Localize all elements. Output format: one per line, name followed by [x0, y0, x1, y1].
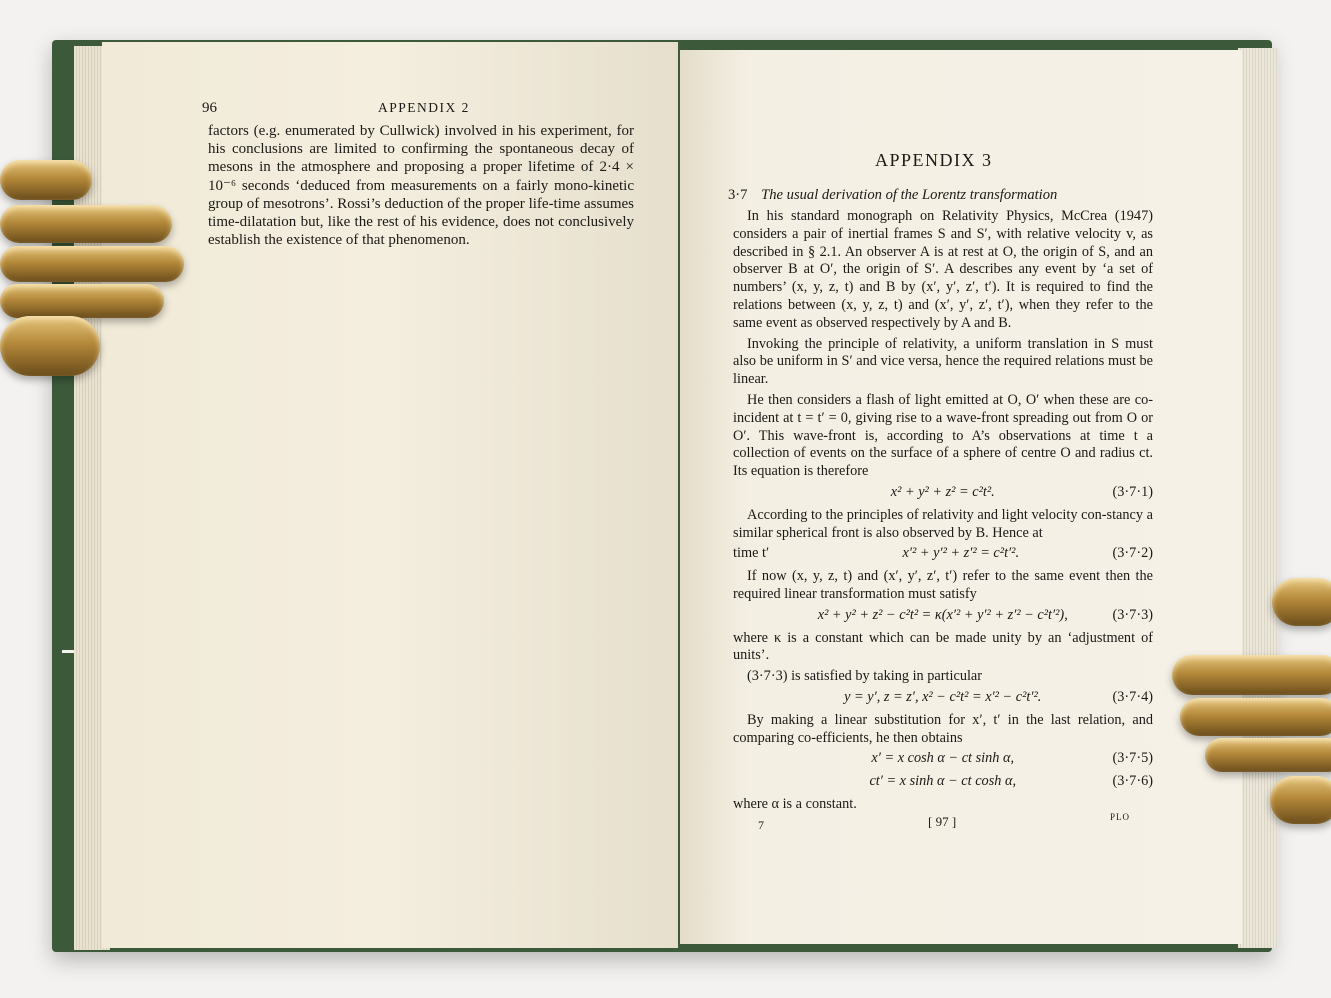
paragraph-7: (3·7·3) is satisfied by taking in particular: [747, 668, 983, 685]
paragraph-3: He then considers a flash of light emitted at O, O′ when these are co-incident at t = t′ = 0, giving rise to a wave-front spreading out from O or O′. This wave-front is, according to A’s observations at time t a collection of events on the surface of a sphere of centre O and radius ct. Its equation is therefore: [733, 391, 1153, 480]
footer-code: PLO: [1110, 812, 1131, 822]
equation-2-number: (3·7·2): [1112, 545, 1153, 562]
paragraph-8: By making a linear substitution for x′, t′ in the last relation, and comparing co-efficients, he then obtains: [733, 711, 1153, 746]
equation-1-number: (3·7·1): [1112, 483, 1153, 500]
equation-4-number: (3·7·4): [1112, 688, 1153, 705]
equation-1-expr: x² + y² + z² = c²t².: [890, 483, 995, 500]
equation-3-expr: x² + y² + z² − c²t² = κ(x′² + y′² + z′² − c²t′²),: [817, 606, 1068, 623]
appendix-title: APPENDIX 3: [875, 150, 993, 170]
paragraph-5: If now (x, y, z, t) and (x′, y′, z′, t′) refer to the same event then the required linear transformation must satisfy: [733, 568, 1153, 602]
paragraph-6: where κ is a constant which can be made unity by an ‘adjustment of units’.: [733, 629, 1153, 664]
paragraph-2: Invoking the principle of relativity, a uniform translation in S must also be uniform in S′ and vice versa, hence the required relations must be linear.: [733, 335, 1153, 388]
equation-6-expr: ct′ = x sinh α − ct cosh α,: [869, 773, 1017, 790]
footer-page-number: [ 97 ]: [928, 814, 957, 829]
equation-2: [733, 545, 1153, 563]
right-body: [733, 208, 1153, 817]
equation-2-lead: time t′: [733, 545, 770, 562]
page-edges-right: [1238, 48, 1278, 948]
left-running-head: APPENDIX 2: [378, 100, 470, 115]
left-paragraph: factors (e.g. enumerated by Cullwick) involved in his experiment, for his conclusions are limited to confirming the spontaneous decay of mesons in the atmosphere and proposing a proper lifetime of 2·4 × 10⁻⁶ seconds ‘deduced from measurements on a fairly mono-kinetic group of mesotrons’. Rossi’s deduction of the proper life-time assumes time-dilatation but, like the rest of his evidence, does not conclusively establish the existence of that phenomenon.: [208, 123, 634, 249]
left-page: [102, 42, 678, 948]
equation-2-expr: x′² + y′² + z′² = c²t′².: [902, 545, 1020, 562]
paragraph-1: In his standard monograph on Relativity Physics, McCrea (1947) considers a pair of inertial frames S and S′, with relative velocity v, as described in § 2.1. An observer A is at rest at O, the origin of S, and an observer B at O′, the origin of S′. A describes any event by ‘a set of numbers’ (x, y, z, t) and B by (x′, y′, z′, t′). It is required to find the relations between (x, y, z, t) and (x′, y′, z′, t′), when they refer to the same event as observed respectively by A and B.: [733, 208, 1153, 331]
paragraph-4: According to the principles of relativity and light velocity con-stancy a similar spherical front is also observed by B. Hence at: [733, 506, 1153, 541]
equation-5: [733, 750, 1153, 768]
equation-4: [733, 689, 1153, 707]
equation-6: [733, 773, 1153, 791]
left-page-number: 96: [202, 100, 217, 116]
right-page: [680, 50, 1242, 944]
equation-5-expr: x′ = x cosh α − ct sinh α,: [871, 750, 1015, 767]
equation-3: [733, 607, 1153, 625]
section-number: 3·7: [728, 187, 748, 203]
paragraph-9: where α is a constant.: [733, 795, 857, 812]
footer-signature: 7: [758, 818, 764, 832]
equation-4-expr: y = y′, z = z′, x² − c²t² = x′² − c²t′².: [844, 688, 1042, 705]
spine-mark: [62, 650, 74, 653]
equation-5-number: (3·7·5): [1112, 750, 1153, 767]
section-heading: [728, 187, 1057, 204]
equation-6-number: (3·7·6): [1112, 773, 1153, 790]
equation-3-number: (3·7·3): [1112, 606, 1153, 623]
equation-1: [733, 484, 1153, 502]
section-title: The usual derivation of the Lorentz transformation: [761, 187, 1058, 203]
